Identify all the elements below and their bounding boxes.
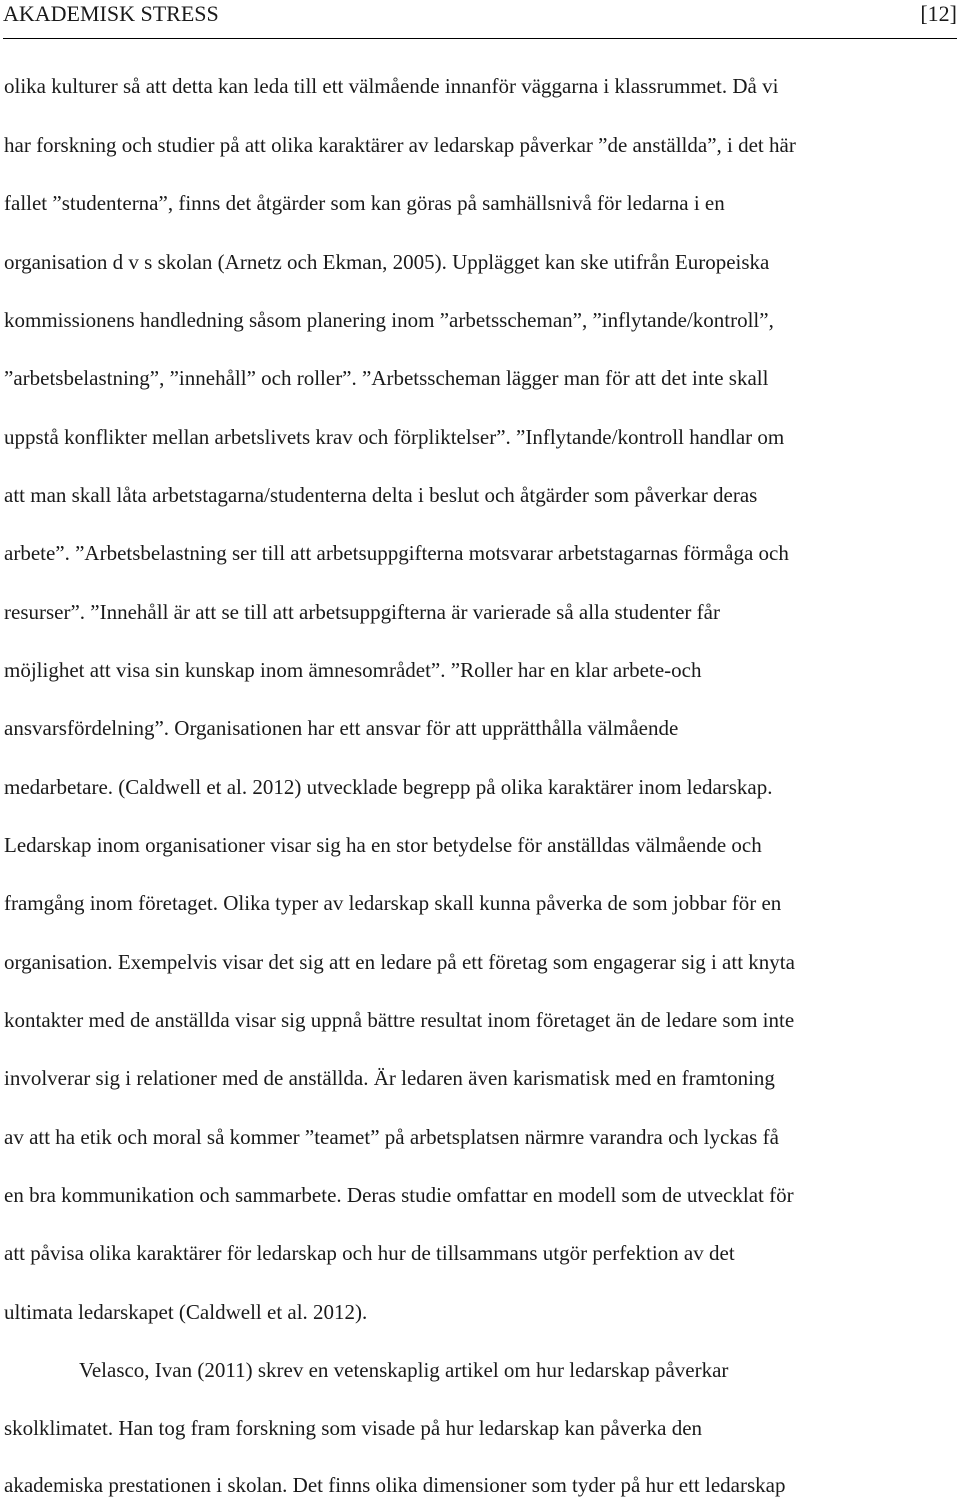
- text-line: att man skall låta arbetstagarna/studenterna delta i beslut och åtgärder som påverkar deras: [4, 483, 758, 507]
- text-line: involverar sig i relationer med de anställda. Är ledaren även karismatisk med en framtoning: [4, 1066, 775, 1090]
- header-title: AKADEMISK STRESS: [3, 1, 219, 26]
- text-line: ultimata ledarskapet (Caldwell et al. 2012).: [4, 1300, 368, 1324]
- text-line: fallet ”studenterna”, finns det åtgärder som kan göras på samhällsnivå för ledarna i en: [4, 191, 725, 215]
- text-line: uppstå konflikter mellan arbetslivets krav och förpliktelser”. ”Inflytande/kontroll handlar om: [4, 425, 785, 449]
- text-line: Velasco, Ivan (2011) skrev en vetenskaplig artikel om hur ledarskap påverkar: [79, 1358, 729, 1382]
- text-line: en bra kommunikation och sammarbete. Deras studie omfattar en modell som de utvecklat för: [4, 1183, 794, 1207]
- text-line: har forskning och studier på att olika karaktärer av ledarskap påverkar ”de anställda”, i det här: [4, 133, 796, 157]
- text-line: av att ha etik och moral så kommer ”teamet” på arbetsplatsen närmre varandra och lyckas få: [4, 1125, 779, 1149]
- text-line: olika kulturer så att detta kan leda till ett välmående innanför väggarna i klassrummet. Då vi: [4, 74, 779, 98]
- text-line: medarbetare. (Caldwell et al. 2012) utvecklade begrepp på olika karaktärer inom ledarskap.: [4, 775, 773, 799]
- text-line: ”arbetsbelastning”, ”innehåll” och roller”. ”Arbetsscheman lägger man för att det inte skall: [4, 366, 769, 390]
- text-line: kommissionens handledning såsom planering inom ”arbetsscheman”, ”inflytande/kontroll”,: [4, 308, 774, 332]
- text-line: arbete”. ”Arbetsbelastning ser till att arbetsuppgifterna motsvarar arbetstagarnas förmåga och: [4, 541, 789, 565]
- text-line: kontakter med de anställda visar sig uppnå bättre resultat inom företaget än de ledare som inte: [4, 1008, 795, 1032]
- text-line: ansvarsfördelning”. Organisationen har ett ansvar för att upprätthålla välmående: [4, 716, 679, 740]
- text-line: organisation d v s skolan (Arnetz och Ekman, 2005). Upplägget kan ske utifrån Europeiska: [4, 250, 770, 274]
- running-header: [3, 0, 957, 39]
- page-number: [12]: [920, 1, 957, 26]
- text-line: framgång inom företaget. Olika typer av ledarskap skall kunna påverka de som jobbar för en: [4, 891, 782, 915]
- text-line: möjlighet att visa sin kunskap inom ämnesområdet”. ”Roller har en klar arbete-och: [4, 658, 702, 682]
- text-line: skolklimatet. Han tog fram forskning som visade på hur ledarskap kan påverka den: [4, 1416, 703, 1440]
- text-line: Ledarskap inom organisationer visar sig ha en stor betydelse för anställdas välmående och: [4, 833, 762, 857]
- text-line: resurser”. ”Innehåll är att se till att arbetsuppgifterna är varierade så alla studenter får: [4, 600, 720, 624]
- text-line: att påvisa olika karaktärer för ledarskap och hur de tillsammans utgör perfektion av det: [4, 1241, 735, 1265]
- text-line: organisation. Exempelvis visar det sig att en ledare på ett företag som engagerar sig i att knyta: [4, 950, 795, 974]
- text-line: akademiska prestationen i skolan. Det finns olika dimensioner som tyder på hur ett ledarskap: [4, 1473, 786, 1497]
